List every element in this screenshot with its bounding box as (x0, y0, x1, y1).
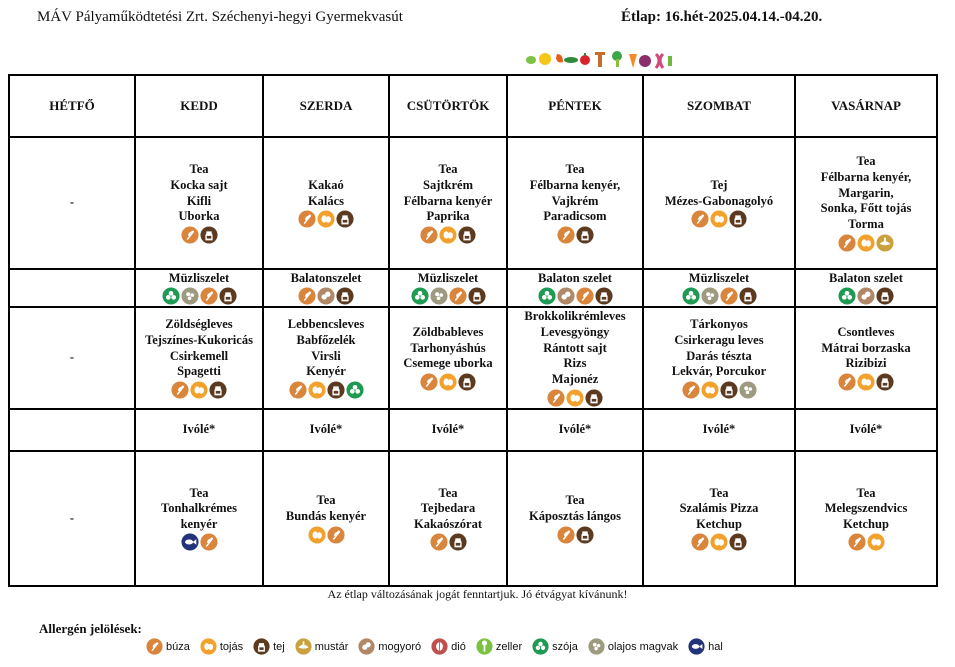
milk-icon (729, 210, 747, 228)
menu-item-text: Paprika (426, 209, 470, 224)
menu-item-text: Margarin, (838, 185, 894, 200)
menu-item-text: Félbarna kenyér, (820, 170, 912, 185)
wheat-icon (420, 373, 438, 391)
menu-item-text: Rizs (563, 356, 587, 371)
wheat-icon (298, 210, 316, 228)
milk-icon (729, 533, 747, 551)
menu-cell (263, 409, 389, 451)
menu-item-text: Ketchup (843, 516, 889, 531)
wheat-icon (420, 226, 438, 244)
allergen-icons (646, 210, 792, 228)
menu-item-text: Vajkrém (551, 193, 599, 208)
legend-item (295, 638, 349, 655)
allergen-icons (798, 373, 934, 391)
allergen-icons (510, 389, 640, 407)
menu-item-text: Kenyér (306, 364, 346, 379)
wheat-icon (200, 533, 218, 551)
menu-cell (507, 307, 643, 409)
menu-item-text: Levesgyöngy (540, 325, 610, 340)
menu-item-text: - (69, 510, 75, 525)
menu-item-text: Kalács (307, 193, 345, 208)
legend-item (476, 638, 522, 655)
menu-item-text: Müzliszelet (417, 270, 479, 285)
milk-icon (327, 381, 345, 399)
legend-item (200, 638, 243, 655)
header-menu-title: Étlap: 16.hét-2025.04.14.-04.20. (621, 9, 823, 25)
wheat-icon (557, 526, 575, 544)
egg-icon (439, 373, 457, 391)
breakfast-row (9, 137, 937, 269)
wheat-icon (557, 226, 575, 244)
wheat-icon (146, 638, 163, 655)
menu-item-text: Virsli (311, 348, 341, 363)
menu-cell (643, 451, 795, 586)
peanut-icon (857, 287, 875, 305)
menu-item-text: - (69, 195, 75, 210)
walnut-icon (431, 638, 448, 655)
legend-label: szója (552, 640, 578, 653)
weekly-menu-table (8, 74, 938, 587)
menu-cell (9, 307, 135, 409)
wheat-icon (200, 287, 218, 305)
day-header: CSÜTÖRTÖK (389, 75, 507, 137)
menu-item-text: Kakaó (308, 177, 344, 192)
menu-cell (135, 451, 263, 586)
menu-cell (643, 137, 795, 269)
allergen-icons (266, 381, 386, 399)
menu-cell (795, 451, 937, 586)
peanut-icon (557, 287, 575, 305)
wheat-icon (181, 226, 199, 244)
day-header-row (9, 75, 937, 137)
menu-item-text: Balaton szelet (829, 270, 903, 285)
menu-item-text: Paradicsom (543, 209, 607, 224)
menu-item-text: Ivólé* (702, 422, 736, 437)
menu-item-text: Félbarna kenyér, (529, 177, 621, 192)
menu-item-text: Lekvár, Porcukor (671, 364, 767, 379)
menu-cell (643, 269, 795, 307)
menu-item-text: Müzliszelet (168, 270, 230, 285)
menu-item-text: Tejbedara (420, 501, 476, 516)
menu-cell (389, 409, 507, 451)
wheat-icon (289, 381, 307, 399)
allergen-legend (146, 638, 733, 655)
menu-item-text: Csontleves (837, 325, 895, 340)
egg-icon (308, 381, 326, 399)
menu-item-text: Csemege uborka (403, 356, 493, 371)
wheat-icon (171, 381, 189, 399)
menu-item-text: Szalámis Pizza (679, 501, 759, 516)
menu-item-text: Darás tészta (686, 348, 752, 363)
legend-label: mustár (314, 640, 349, 653)
menu-item-text: Tejszínes-Kukoricás (145, 332, 253, 347)
allergen-icons (266, 210, 386, 228)
milk-icon (200, 226, 218, 244)
soy-icon (162, 287, 180, 305)
menu-cell (135, 307, 263, 409)
milk-icon (468, 287, 486, 305)
menu-item-text: Ivólé* (182, 422, 216, 437)
menu-item-text: Balaton szelet (538, 270, 612, 285)
wheat-icon (720, 287, 738, 305)
day-header: PÉNTEK (507, 75, 643, 137)
allergen-icons (798, 287, 934, 305)
menu-item-text: Tea (189, 162, 209, 177)
legend-label: mogyoró (378, 640, 422, 653)
allergen-icons (138, 533, 260, 551)
milk-icon (209, 381, 227, 399)
menu-cell (795, 137, 937, 269)
menu-item-text: Mézes-Gabonagolyó (664, 193, 774, 208)
wheat-icon (298, 287, 316, 305)
menu-item-text: Torma (848, 216, 884, 231)
menu-item-text: Csirkeragu leves (674, 332, 764, 347)
fish-icon (181, 533, 199, 551)
milk-icon (876, 373, 894, 391)
egg-icon (701, 381, 719, 399)
menu-cell (795, 307, 937, 409)
allergen-icons (510, 526, 640, 544)
day-header: SZERDA (263, 75, 389, 137)
day-header: HÉTFŐ (9, 75, 135, 137)
menu-item-text: Rántott sajt (543, 340, 607, 355)
legend-item (146, 638, 190, 655)
wheat-icon (576, 287, 594, 305)
allergen-icons (138, 381, 260, 399)
fish-icon (688, 638, 705, 655)
menu-item-text: Kifli (186, 193, 212, 208)
menu-cell (263, 137, 389, 269)
legend-item (688, 638, 723, 655)
menu-item-text: Ivólé* (558, 422, 592, 437)
egg-icon (566, 389, 584, 407)
menu-cell (389, 451, 507, 586)
menu-cell (135, 137, 263, 269)
soy-icon (538, 287, 556, 305)
menu-cell (643, 307, 795, 409)
menu-cell (135, 269, 263, 307)
allergen-icons (510, 226, 640, 244)
snack-row (9, 269, 937, 307)
menu-item-text: Sonka, Főtt tojás (820, 201, 912, 216)
wheat-icon (848, 533, 866, 551)
menu-cell (135, 409, 263, 451)
mustard-icon (876, 234, 894, 252)
allergen-icons (392, 226, 504, 244)
menu-item-text: Melegszendvics (824, 501, 908, 516)
allergen-icons (646, 381, 792, 399)
menu-item-text: Tea (316, 493, 336, 508)
menu-item-text: Tarhonyáshús (410, 340, 486, 355)
legend-label: dió (451, 640, 466, 653)
legend-item (588, 638, 678, 655)
menu-item-text: Csirkemell (169, 348, 229, 363)
wheat-icon (449, 287, 467, 305)
wheat-icon (327, 526, 345, 544)
menu-item-text: Brokkolikrémleves (524, 309, 626, 324)
allergen-icons (138, 226, 260, 244)
menu-item-text: Lebbencsleves (287, 317, 365, 332)
menu-cell (507, 409, 643, 451)
milk-icon (219, 287, 237, 305)
egg-icon (190, 381, 208, 399)
milk-icon (458, 373, 476, 391)
soy-icon (411, 287, 429, 305)
milk-icon (449, 533, 467, 551)
menu-cell (263, 307, 389, 409)
legend-item (358, 638, 421, 655)
allergen-icons (798, 533, 934, 551)
menu-cell (643, 409, 795, 451)
menu-cell (389, 137, 507, 269)
allergen-icons (798, 234, 934, 252)
egg-icon (317, 210, 335, 228)
legend-item (431, 638, 466, 655)
peanut-icon (358, 638, 375, 655)
wheat-icon (682, 381, 700, 399)
menu-item-text: Tea (709, 485, 729, 500)
menu-item-text: Bundás kenyér (285, 509, 367, 523)
menu-item-text: Káposztás lángos (528, 509, 622, 523)
egg-icon (308, 526, 326, 544)
menu-item-text: Tea (189, 485, 209, 500)
egg-icon (857, 234, 875, 252)
menu-item-text: Ketchup (696, 516, 742, 531)
menu-item-text: Müzliszelet (688, 270, 750, 285)
wheat-icon (838, 373, 856, 391)
menu-cell (389, 269, 507, 307)
menu-cell (263, 269, 389, 307)
oilseed-icon (701, 287, 719, 305)
legend-label: tej (273, 640, 285, 653)
milk-icon (336, 210, 354, 228)
milk-icon (458, 226, 476, 244)
wheat-icon (430, 533, 448, 551)
milk-icon (576, 226, 594, 244)
menu-item-text: kenyér (180, 516, 218, 531)
menu-item-text: Tea (856, 154, 876, 169)
menu-item-text: Kocka sajt (170, 177, 228, 192)
mustard-icon (295, 638, 312, 655)
soy-icon (346, 381, 364, 399)
day-header: VASÁRNAP (795, 75, 937, 137)
legend-label: zeller (495, 640, 523, 653)
footer-note: Az étlap változásának jogát fenntartjuk. Jó étvágyat kívánunk! (327, 587, 628, 601)
allergen-icons (138, 287, 260, 305)
milk-icon (595, 287, 613, 305)
menu-item-text: Mátrai borzaska (821, 340, 911, 355)
oilseed-icon (739, 381, 757, 399)
vegetables-decoration-icon (525, 48, 673, 70)
milk-icon (576, 526, 594, 544)
menu-item-text: Tej (710, 177, 728, 192)
menu-item-text: - (69, 350, 75, 365)
wheat-icon (547, 389, 565, 407)
milk-icon (739, 287, 757, 305)
menu-item-text: Tea (438, 162, 458, 177)
legend-item (532, 638, 578, 655)
legend-label: hal (708, 640, 723, 653)
milk-icon (585, 389, 603, 407)
egg-icon (710, 533, 728, 551)
egg-icon (710, 210, 728, 228)
menu-item-text: Kakaószórat (413, 516, 483, 531)
menu-item-text: Félbarna kenyér (403, 193, 493, 208)
egg-icon (439, 226, 457, 244)
allergen-icons (392, 373, 504, 391)
milk-icon (876, 287, 894, 305)
allergen-icons (646, 533, 792, 551)
header-institution: MÁV Pályaműködtetési Zrt. Széchenyi-hegyi Gyermekvasút (37, 9, 403, 25)
menu-item-text: Zöldbableves (412, 325, 484, 340)
menu-cell (507, 137, 643, 269)
soy-icon (532, 638, 549, 655)
milk-icon (720, 381, 738, 399)
day-header: SZOMBAT (643, 75, 795, 137)
allergen-icons (646, 287, 792, 305)
legend-label: olajos magvak (607, 640, 679, 653)
wheat-icon (691, 210, 709, 228)
soy-icon (682, 287, 700, 305)
lunch-row (9, 307, 937, 409)
egg-icon (857, 373, 875, 391)
menu-cell (795, 269, 937, 307)
peanut-icon (317, 287, 335, 305)
menu-item-text: Babfőzelék (296, 332, 356, 347)
wheat-icon (691, 533, 709, 551)
milk-icon (253, 638, 270, 655)
menu-item-text: Tea (856, 485, 876, 500)
menu-cell (263, 451, 389, 586)
oilseed-icon (588, 638, 605, 655)
legend-label: búza (166, 640, 190, 653)
egg-icon (200, 638, 217, 655)
menu-item-text: Ivólé* (431, 422, 465, 437)
milk-icon (336, 287, 354, 305)
dinner-row (9, 451, 937, 586)
menu-item-text: Ivólé* (309, 422, 343, 437)
allergen-icons (266, 287, 386, 305)
menu-item-text: Tea (565, 493, 585, 508)
menu-cell (9, 269, 135, 307)
allergen-icons (392, 533, 504, 551)
celery-icon (476, 638, 493, 655)
menu-item-text: Spagetti (177, 364, 221, 379)
legend-item (253, 638, 285, 655)
drink-row (9, 409, 937, 451)
egg-icon (867, 533, 885, 551)
menu-cell (9, 451, 135, 586)
menu-cell (795, 409, 937, 451)
menu-cell (9, 409, 135, 451)
menu-item-text: Rizibizi (845, 356, 887, 371)
day-header: KEDD (135, 75, 263, 137)
legend-title: Allergén jelölések: (39, 621, 142, 636)
menu-item-text: Tonhalkrémes (161, 501, 237, 516)
oilseed-icon (430, 287, 448, 305)
menu-cell (507, 451, 643, 586)
menu-cell (9, 137, 135, 269)
allergen-icons (510, 287, 640, 305)
menu-item-text: Tea (565, 162, 585, 177)
menu-item-text: Uborka (178, 209, 220, 224)
menu-item-text: Majonéz (551, 371, 599, 386)
soy-icon (838, 287, 856, 305)
menu-item-text: Tea (438, 485, 458, 500)
wheat-icon (838, 234, 856, 252)
allergen-icons (266, 526, 386, 544)
menu-item-text: Balatonszelet (290, 270, 362, 285)
allergen-icons (392, 287, 504, 305)
menu-item-text: Ivólé* (849, 422, 883, 437)
menu-item-text: Tárkonyos (690, 317, 748, 332)
menu-cell (507, 269, 643, 307)
menu-item-text: Zöldségleves (165, 317, 233, 332)
menu-item-text: Sajtkrém (423, 177, 473, 192)
oilseed-icon (181, 287, 199, 305)
menu-cell (389, 307, 507, 409)
legend-label: tojás (219, 640, 244, 653)
